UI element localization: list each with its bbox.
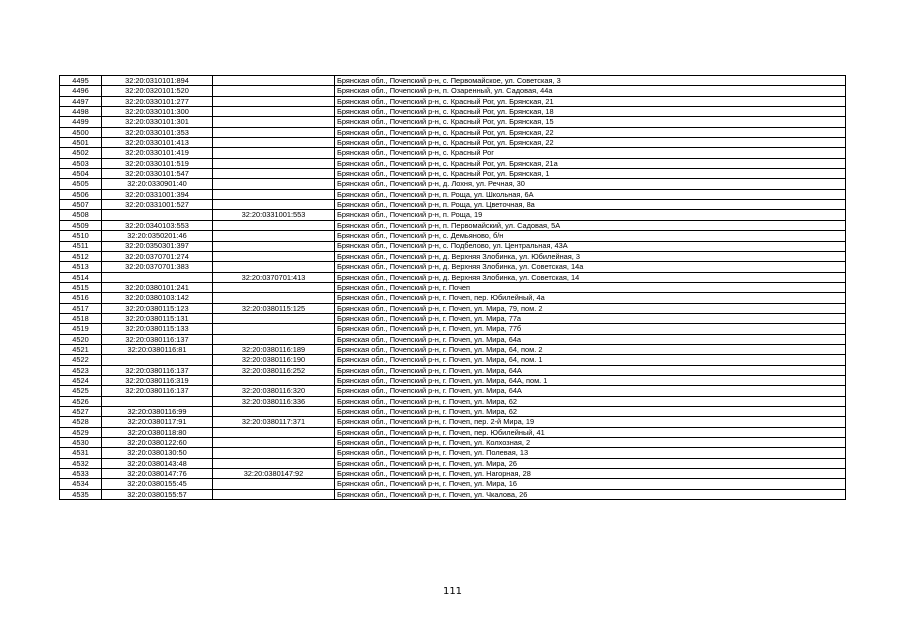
row-number-cell: 4505 — [60, 179, 102, 189]
previous-cadastral-number-cell: 32:20:0380116:252 — [213, 365, 335, 375]
address-cell: Брянская обл., Почепский р-н, г. Почеп, ул. Мира, 64а — [335, 334, 846, 344]
table-row — [60, 417, 846, 427]
row-number-cell: 4499 — [60, 117, 102, 127]
row-number-cell: 4512 — [60, 251, 102, 261]
table-row — [60, 469, 846, 479]
address-cell: Брянская обл., Почепский р-н, д. Верхняя Злобинка, ул. Юбилейная, 3 — [335, 251, 846, 261]
cadastral-number-cell: 32:20:0380116:137 — [102, 386, 213, 396]
table-row — [60, 324, 846, 334]
table-row — [60, 138, 846, 148]
row-number-cell: 4520 — [60, 334, 102, 344]
row-number-cell: 4513 — [60, 262, 102, 272]
row-number-cell: 4529 — [60, 427, 102, 437]
cadastral-number-cell: 32:20:0380116:137 — [102, 365, 213, 375]
cadastral-number-cell — [102, 355, 213, 365]
address-cell: Брянская обл., Почепский р-н, г. Почеп, ул. Мира, 64А — [335, 365, 846, 375]
cadastral-number-cell: 32:20:0310101:894 — [102, 76, 213, 86]
address-cell: Брянская обл., Почепский р-н, г. Почеп, ул. Мира, 79, пом. 2 — [335, 303, 846, 313]
address-cell: Брянская обл., Почепский р-н, г. Почеп, ул. Мира, 64, пом. 1 — [335, 355, 846, 365]
previous-cadastral-number-cell: 32:20:0380117:371 — [213, 417, 335, 427]
row-number-cell: 4522 — [60, 355, 102, 365]
address-cell: Брянская обл., Почепский р-н, г. Почеп, ул. Мира, 62 — [335, 407, 846, 417]
cadastral-number-cell: 32:20:0320101:520 — [102, 86, 213, 96]
address-cell: Брянская обл., Почепский р-н, г. Почеп, пер. Юбилейный, 41 — [335, 427, 846, 437]
table-row — [60, 458, 846, 468]
address-cell: Брянская обл., Почепский р-н, с. Демьяново, б/н — [335, 231, 846, 241]
previous-cadastral-number-cell: 32:20:0380116:190 — [213, 355, 335, 365]
address-cell: Брянская обл., Почепский р-н, п. Озаренный, ул. Садовая, 44а — [335, 86, 846, 96]
previous-cadastral-number-cell — [213, 251, 335, 261]
cadastral-number-cell: 32:20:0380147:76 — [102, 469, 213, 479]
address-cell: Брянская обл., Почепский р-н, с. Красный Рог, ул. Брянская, 18 — [335, 107, 846, 117]
row-number-cell: 4532 — [60, 458, 102, 468]
previous-cadastral-number-cell — [213, 158, 335, 168]
table-row — [60, 241, 846, 251]
row-number-cell: 4509 — [60, 220, 102, 230]
cadastral-number-cell: 32:20:0380101:241 — [102, 282, 213, 292]
table-row — [60, 313, 846, 323]
cadastral-number-cell: 32:20:0330101:547 — [102, 169, 213, 179]
row-number-cell: 4515 — [60, 282, 102, 292]
row-number-cell: 4516 — [60, 293, 102, 303]
table-row — [60, 479, 846, 489]
cadastral-number-cell: 32:20:0350301:397 — [102, 241, 213, 251]
address-cell: Брянская обл., Почепский р-н, г. Почеп, ул. Мира, 16 — [335, 479, 846, 489]
table-row — [60, 303, 846, 313]
table-row — [60, 210, 846, 220]
address-cell: Брянская обл., Почепский р-н, г. Почеп, ул. Мира, 77а — [335, 313, 846, 323]
row-number-cell: 4531 — [60, 448, 102, 458]
cadastral-number-cell: 32:20:0380122:60 — [102, 438, 213, 448]
row-number-cell: 4527 — [60, 407, 102, 417]
address-cell: Брянская обл., Почепский р-н, г. Почеп, ул. Мира, 64А — [335, 386, 846, 396]
table-row — [60, 158, 846, 168]
cadastral-number-cell: 32:20:0370701:383 — [102, 262, 213, 272]
address-cell: Брянская обл., Почепский р-н, с. Красный Рог, ул. Брянская, 21а — [335, 158, 846, 168]
previous-cadastral-number-cell — [213, 241, 335, 251]
row-number-cell: 4495 — [60, 76, 102, 86]
table-row — [60, 169, 846, 179]
table-row — [60, 220, 846, 230]
cadastral-number-cell: 32:20:0330901:40 — [102, 179, 213, 189]
cadastral-number-cell: 32:20:0330101:519 — [102, 158, 213, 168]
cadastral-number-cell: 32:20:0380116:99 — [102, 407, 213, 417]
previous-cadastral-number-cell — [213, 262, 335, 272]
address-cell: Брянская обл., Почепский р-н, с. Красный Рог, ул. Брянская, 1 — [335, 169, 846, 179]
table-row — [60, 148, 846, 158]
row-number-cell: 4498 — [60, 107, 102, 117]
table-row — [60, 438, 846, 448]
address-cell: Брянская обл., Почепский р-н, с. Красный Рог, ул. Брянская, 15 — [335, 117, 846, 127]
cadastral-number-cell: 32:20:0380103:142 — [102, 293, 213, 303]
row-number-cell: 4526 — [60, 396, 102, 406]
cadastral-number-cell — [102, 210, 213, 220]
table-row — [60, 396, 846, 406]
cadastral-number-cell: 32:20:0330101:301 — [102, 117, 213, 127]
address-cell: Брянская обл., Почепский р-н, с. Красный Рог, ул. Брянская, 21 — [335, 96, 846, 106]
address-cell: Брянская обл., Почепский р-н, с. Красный Рог, ул. Брянская, 22 — [335, 127, 846, 137]
previous-cadastral-number-cell — [213, 138, 335, 148]
row-number-cell: 4510 — [60, 231, 102, 241]
previous-cadastral-number-cell — [213, 282, 335, 292]
row-number-cell: 4503 — [60, 158, 102, 168]
previous-cadastral-number-cell — [213, 438, 335, 448]
row-number-cell: 4528 — [60, 417, 102, 427]
cadastral-number-cell: 32:20:0380155:45 — [102, 479, 213, 489]
previous-cadastral-number-cell — [213, 117, 335, 127]
row-number-cell: 4523 — [60, 365, 102, 375]
table-row — [60, 262, 846, 272]
row-number-cell: 4533 — [60, 469, 102, 479]
row-number-cell: 4514 — [60, 272, 102, 282]
previous-cadastral-number-cell: 32:20:0331001:553 — [213, 210, 335, 220]
row-number-cell: 4517 — [60, 303, 102, 313]
previous-cadastral-number-cell — [213, 479, 335, 489]
cadastral-number-cell: 32:20:0380116:319 — [102, 375, 213, 385]
address-cell: Брянская обл., Почепский р-н, г. Почеп — [335, 282, 846, 292]
table-row — [60, 251, 846, 261]
previous-cadastral-number-cell — [213, 458, 335, 468]
cadastral-number-cell: 32:20:0380116:137 — [102, 334, 213, 344]
cadastral-number-cell: 32:20:0380143:48 — [102, 458, 213, 468]
page-number: 111 — [442, 586, 463, 597]
cadastral-number-cell: 32:20:0380117:91 — [102, 417, 213, 427]
cadastral-number-cell: 32:20:0330101:419 — [102, 148, 213, 158]
table-row — [60, 448, 846, 458]
row-number-cell: 4534 — [60, 479, 102, 489]
address-cell: Брянская обл., Почепский р-н, г. Почеп, ул. Полевая, 13 — [335, 448, 846, 458]
table-row — [60, 231, 846, 241]
cadastral-number-cell: 32:20:0380155:57 — [102, 489, 213, 499]
cadastral-number-cell: 32:20:0380130:50 — [102, 448, 213, 458]
previous-cadastral-number-cell — [213, 427, 335, 437]
previous-cadastral-number-cell — [213, 489, 335, 499]
table-row — [60, 282, 846, 292]
address-cell: Брянская обл., Почепский р-н, г. Почеп, ул. Нагорная, 28 — [335, 469, 846, 479]
cadastral-number-cell: 32:20:0380116:81 — [102, 344, 213, 354]
row-number-cell: 4535 — [60, 489, 102, 499]
row-number-cell: 4511 — [60, 241, 102, 251]
previous-cadastral-number-cell — [213, 334, 335, 344]
cadastral-number-cell: 32:20:0380115:133 — [102, 324, 213, 334]
address-cell: Брянская обл., Почепский р-н, г. Почеп, ул. Мира, 77б — [335, 324, 846, 334]
table-row — [60, 427, 846, 437]
previous-cadastral-number-cell: 32:20:0380116:320 — [213, 386, 335, 396]
cadastral-number-cell: 32:20:0330101:413 — [102, 138, 213, 148]
previous-cadastral-number-cell — [213, 407, 335, 417]
property-table — [59, 75, 846, 500]
address-cell: Брянская обл., Почепский р-н, с. Первомайское, ул. Советская, 3 — [335, 76, 846, 86]
previous-cadastral-number-cell — [213, 231, 335, 241]
cadastral-number-cell — [102, 272, 213, 282]
row-number-cell: 4518 — [60, 313, 102, 323]
table-row — [60, 107, 846, 117]
previous-cadastral-number-cell — [213, 76, 335, 86]
address-cell: Брянская обл., Почепский р-н, г. Почеп, ул. Мира, 64, пом. 2 — [335, 344, 846, 354]
previous-cadastral-number-cell: 32:20:0380115:125 — [213, 303, 335, 313]
row-number-cell: 4504 — [60, 169, 102, 179]
table-row — [60, 489, 846, 499]
table-row — [60, 386, 846, 396]
previous-cadastral-number-cell — [213, 107, 335, 117]
previous-cadastral-number-cell — [213, 169, 335, 179]
address-cell: Брянская обл., Почепский р-н, с. Подбелово, ул. Центральная, 43А — [335, 241, 846, 251]
cadastral-number-cell: 32:20:0380115:131 — [102, 313, 213, 323]
row-number-cell: 4506 — [60, 189, 102, 199]
table-row — [60, 189, 846, 199]
address-cell: Брянская обл., Почепский р-н, п. Роща, ул. Школьная, 6А — [335, 189, 846, 199]
row-number-cell: 4500 — [60, 127, 102, 137]
address-cell: Брянская обл., Почепский р-н, п. Первомайский, ул. Садовая, 5А — [335, 220, 846, 230]
row-number-cell: 4524 — [60, 375, 102, 385]
address-cell: Брянская обл., Почепский р-н, г. Почеп, ул. Мира, 26 — [335, 458, 846, 468]
row-number-cell: 4501 — [60, 138, 102, 148]
previous-cadastral-number-cell — [213, 448, 335, 458]
row-number-cell: 4521 — [60, 344, 102, 354]
cadastral-number-cell: 32:20:0350201:46 — [102, 231, 213, 241]
table-row — [60, 127, 846, 137]
row-number-cell: 4502 — [60, 148, 102, 158]
table-row — [60, 293, 846, 303]
table-row — [60, 355, 846, 365]
address-cell: Брянская обл., Почепский р-н, г. Почеп, ул. Мира, 62 — [335, 396, 846, 406]
cadastral-number-cell: 32:20:0340103:553 — [102, 220, 213, 230]
previous-cadastral-number-cell — [213, 179, 335, 189]
address-cell: Брянская обл., Почепский р-н, г. Почеп, пер. Юбилейный, 4а — [335, 293, 846, 303]
address-cell: Брянская обл., Почепский р-н, с. Красный Рог, ул. Брянская, 22 — [335, 138, 846, 148]
address-cell: Брянская обл., Почепский р-н, д. Лохня, ул. Речная, 30 — [335, 179, 846, 189]
previous-cadastral-number-cell: 32:20:0380116:336 — [213, 396, 335, 406]
cadastral-number-cell: 32:20:0380115:123 — [102, 303, 213, 313]
address-cell: Брянская обл., Почепский р-н, п. Роща, 19 — [335, 210, 846, 220]
previous-cadastral-number-cell — [213, 189, 335, 199]
row-number-cell: 4519 — [60, 324, 102, 334]
address-cell: Брянская обл., Почепский р-н, г. Почеп, ул. Мира, 64А, пом. 1 — [335, 375, 846, 385]
previous-cadastral-number-cell: 32:20:0380116:189 — [213, 344, 335, 354]
address-cell: Брянская обл., Почепский р-н, п. Роща, ул. Цветочная, 8а — [335, 200, 846, 210]
table-row — [60, 96, 846, 106]
previous-cadastral-number-cell — [213, 220, 335, 230]
row-number-cell: 4508 — [60, 210, 102, 220]
property-table-body — [60, 76, 846, 500]
row-number-cell: 4530 — [60, 438, 102, 448]
previous-cadastral-number-cell — [213, 148, 335, 158]
row-number-cell: 4496 — [60, 86, 102, 96]
table-row — [60, 365, 846, 375]
table-row — [60, 344, 846, 354]
row-number-cell: 4507 — [60, 200, 102, 210]
address-cell: Брянская обл., Почепский р-н, д. Верхняя Злобинка, ул. Советская, 14а — [335, 262, 846, 272]
table-row — [60, 200, 846, 210]
table-row — [60, 76, 846, 86]
row-number-cell: 4497 — [60, 96, 102, 106]
previous-cadastral-number-cell: 32:20:0380147:92 — [213, 469, 335, 479]
cadastral-number-cell: 32:20:0331001:527 — [102, 200, 213, 210]
previous-cadastral-number-cell — [213, 200, 335, 210]
row-number-cell: 4525 — [60, 386, 102, 396]
cadastral-number-cell: 32:20:0380118:80 — [102, 427, 213, 437]
previous-cadastral-number-cell — [213, 313, 335, 323]
previous-cadastral-number-cell — [213, 293, 335, 303]
address-cell: Брянская обл., Почепский р-н, г. Почеп, пер. 2-й Мира, 19 — [335, 417, 846, 427]
address-cell: Брянская обл., Почепский р-н, д. Верхняя Злобинка, ул. Советская, 14 — [335, 272, 846, 282]
table-row — [60, 117, 846, 127]
cadastral-number-cell: 32:20:0331001:394 — [102, 189, 213, 199]
previous-cadastral-number-cell — [213, 86, 335, 96]
previous-cadastral-number-cell — [213, 96, 335, 106]
cadastral-number-cell: 32:20:0330101:353 — [102, 127, 213, 137]
previous-cadastral-number-cell — [213, 375, 335, 385]
cadastral-number-cell — [102, 396, 213, 406]
table-row — [60, 179, 846, 189]
previous-cadastral-number-cell: 32:20:0370701:413 — [213, 272, 335, 282]
table-row — [60, 334, 846, 344]
cadastral-number-cell: 32:20:0370701:274 — [102, 251, 213, 261]
table-row — [60, 272, 846, 282]
address-cell: Брянская обл., Почепский р-н, с. Красный Рог — [335, 148, 846, 158]
table-row — [60, 407, 846, 417]
previous-cadastral-number-cell — [213, 324, 335, 334]
table-row — [60, 375, 846, 385]
address-cell: Брянская обл., Почепский р-н, г. Почеп, ул. Колхозная, 2 — [335, 438, 846, 448]
previous-cadastral-number-cell — [213, 127, 335, 137]
cadastral-number-cell: 32:20:0330101:277 — [102, 96, 213, 106]
table-row — [60, 86, 846, 96]
cadastral-number-cell: 32:20:0330101:300 — [102, 107, 213, 117]
address-cell: Брянская обл., Почепский р-н, г. Почеп, ул. Чкалова, 26 — [335, 489, 846, 499]
